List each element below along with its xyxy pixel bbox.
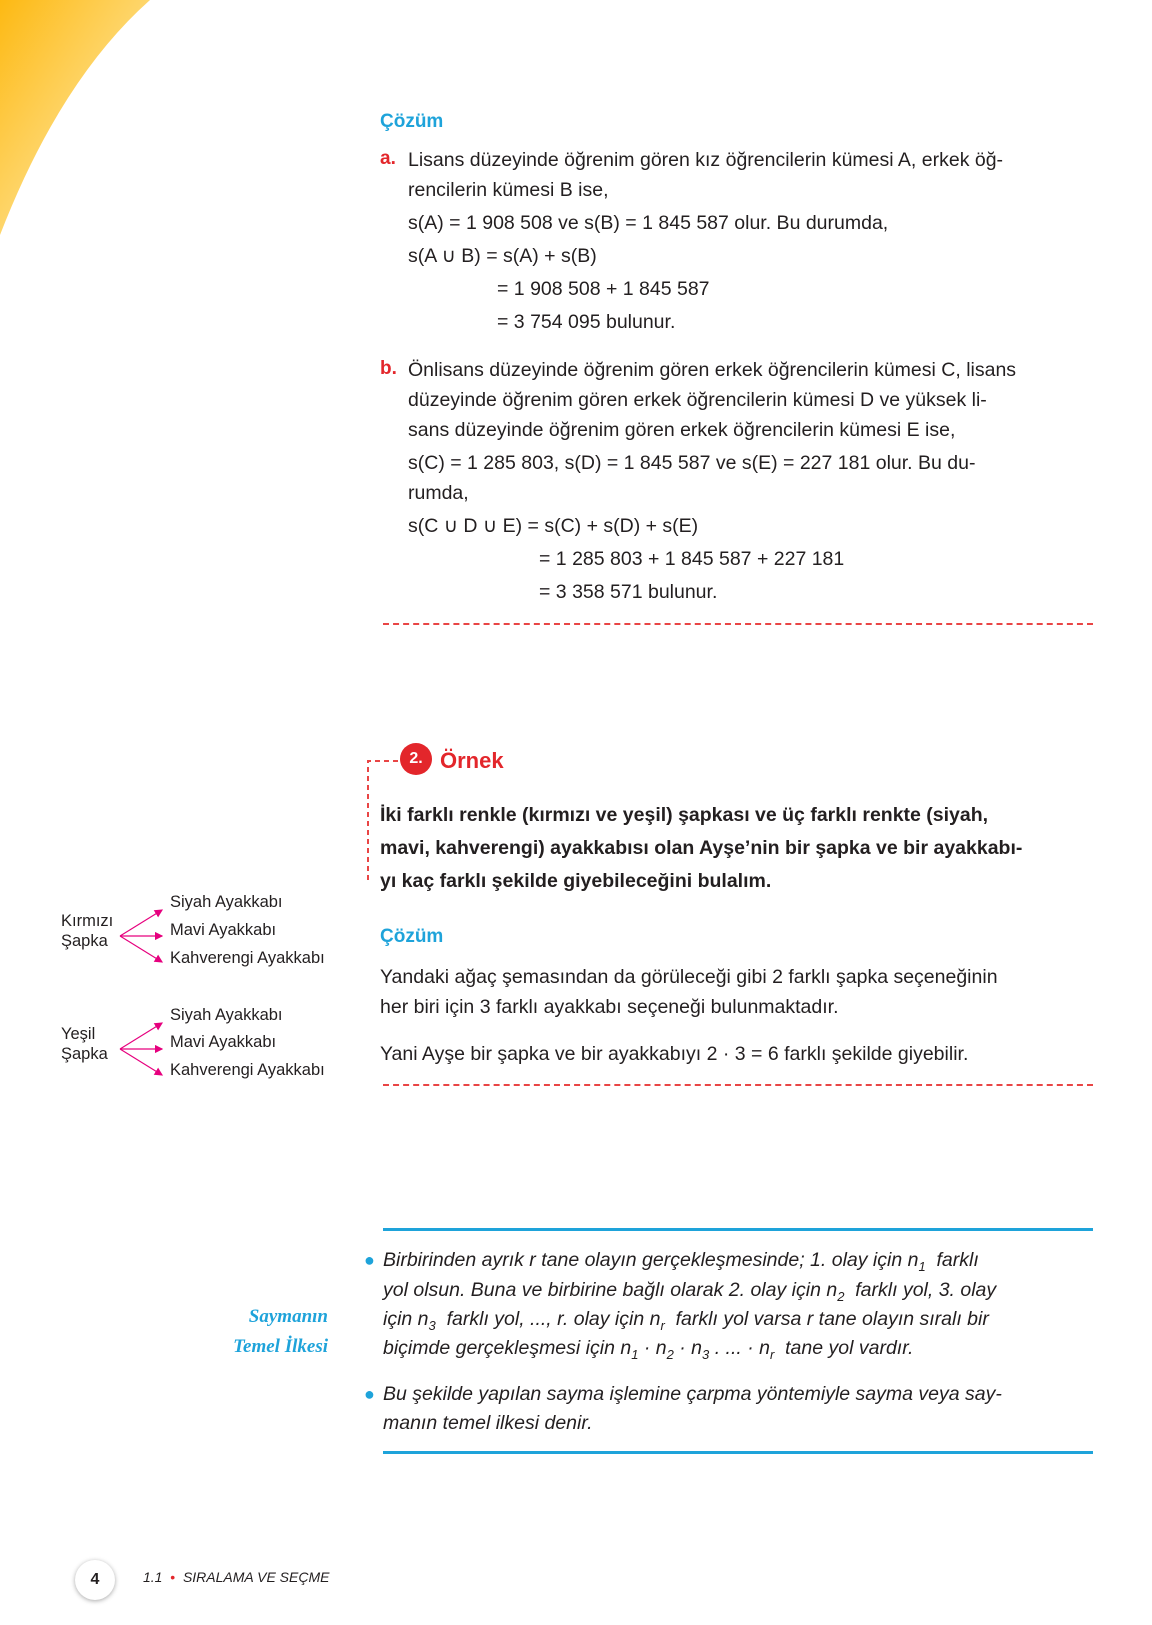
part-a-label: a. bbox=[380, 148, 396, 169]
tree-root-label: Yeşil bbox=[61, 1025, 96, 1043]
part-a-line: = 3 754 095 bulunur. bbox=[497, 311, 676, 333]
part-a-line: Lisans düzeyinde öğrenim gören kız öğrencilerin kümesi A, erkek öğ- bbox=[408, 149, 1004, 171]
principle-top-rule bbox=[383, 1228, 1093, 1231]
part-b-line: rumda, bbox=[408, 482, 469, 504]
principle-line: manın temel ilkesi denir. bbox=[383, 1412, 593, 1434]
subscript: 3 bbox=[702, 1346, 710, 1362]
principle-text: farklı yol varsa r tane olayın sıralı bir bbox=[675, 1308, 989, 1330]
example-title: Örnek bbox=[440, 748, 504, 773]
part-b-line: Önlisans düzeyinde öğrenim gören erkek öğrencilerin kümesi C, lisans bbox=[408, 359, 1017, 381]
example-question-line: yı kaç farklı şekilde giyebileceğini bulalım. bbox=[380, 870, 772, 892]
principle-text: için n bbox=[383, 1308, 429, 1330]
principle-title-line: Saymanın bbox=[248, 1306, 328, 1327]
principle-line: Bu şekilde yapılan sayma işlemine çarpma yöntemiyle sayma veya say- bbox=[383, 1383, 1002, 1405]
principle-title bbox=[180, 1302, 328, 1362]
example-question-line: İki farklı renkle (kırmızı ve yeşil) şapkası ve üç farklı renkte (siyah, bbox=[380, 804, 989, 826]
principle-text: farklı yol, 3. olay bbox=[855, 1279, 997, 1301]
section-divider bbox=[383, 623, 1093, 625]
subscript: r bbox=[660, 1317, 665, 1333]
example-number-badge: 2. bbox=[400, 743, 432, 775]
solution-heading: Çözüm bbox=[380, 111, 444, 132]
principle-text: · n bbox=[643, 1337, 667, 1359]
principle-text: biçimde gerçekleşmesi için n bbox=[383, 1337, 632, 1359]
tree-branch-label: Kahverengi Ayakkabı bbox=[170, 949, 325, 967]
part-b-line: düzeyinde öğrenim gören erkek öğrencilerin kümesi D ve yüksek li- bbox=[408, 389, 987, 411]
part-a-line: = 1 908 508 + 1 845 587 bbox=[497, 278, 710, 300]
tree-branch-label: Mavi Ayakkabı bbox=[170, 921, 277, 939]
principle-text: . ... · n bbox=[714, 1337, 770, 1359]
subscript: 2 bbox=[837, 1288, 845, 1304]
tree-branch-label: Kahverengi Ayakkabı bbox=[170, 1061, 325, 1079]
tree-branch-label: Siyah Ayakkabı bbox=[170, 893, 283, 911]
part-b-line: s(C) = 1 285 803, s(D) = 1 845 587 ve s(E) = 227 181 olur. Bu du- bbox=[408, 452, 976, 474]
part-b-line: sans düzeyinde öğrenim gören erkek öğrencilerin kümesi E ise, bbox=[408, 419, 956, 441]
subscript: 2 bbox=[666, 1346, 674, 1362]
section-divider bbox=[383, 1084, 1093, 1086]
principle-text: yol olsun. Buna ve birbirine bağlı olarak 2. olay için n bbox=[383, 1279, 838, 1301]
solution-heading: Çözüm bbox=[380, 926, 444, 947]
part-a-line: s(A) = 1 908 508 ve s(B) = 1 845 587 olur. Bu durumda, bbox=[408, 212, 889, 234]
part-b-line: s(C ∪ D ∪ E) = s(C) + s(D) + s(E) bbox=[408, 515, 699, 537]
solution-line: her biri için 3 farklı ayakkabı seçeneği bulunmaktadır. bbox=[380, 996, 839, 1018]
tree-root-label: Şapka bbox=[61, 932, 108, 950]
part-b-line: = 3 358 571 bulunur. bbox=[539, 581, 718, 603]
part-a-line: s(A ∪ B) = s(A) + s(B) bbox=[408, 245, 597, 267]
subscript: 3 bbox=[428, 1317, 436, 1333]
page-number: 4 bbox=[75, 1560, 115, 1600]
subscript: r bbox=[769, 1346, 775, 1362]
principle-bottom-rule bbox=[383, 1451, 1093, 1454]
principle-text: farklı yol, ..., r. olay için n bbox=[446, 1308, 661, 1330]
tree-branch-label: Siyah Ayakkabı bbox=[170, 1006, 283, 1024]
example-question-line: mavi, kahverengi) ayakkabısı olan Ayşe’nin bir şapka ve bir ayakkabı- bbox=[380, 837, 1023, 859]
part-b-line: = 1 285 803 + 1 845 587 + 227 181 bbox=[539, 548, 845, 570]
principle-text: farklı bbox=[936, 1249, 979, 1271]
section-number: 1.1 bbox=[143, 1569, 163, 1585]
tree-branch-label: Mavi Ayakkabı bbox=[170, 1033, 277, 1051]
subscript: 1 bbox=[631, 1346, 639, 1362]
principle-text: · n bbox=[679, 1337, 703, 1359]
tree-root-label: Kırmızı bbox=[61, 912, 114, 930]
principle-text: Birbirinden ayrık r tane olayın gerçekleşmesinde; 1. olay için n bbox=[383, 1249, 919, 1271]
part-b-label: b. bbox=[380, 358, 397, 379]
corner-decoration bbox=[0, 0, 160, 240]
bullet-icon: ● bbox=[364, 1250, 375, 1270]
tree-arrows bbox=[110, 895, 170, 1085]
principle-line bbox=[383, 1333, 913, 1370]
footer-section bbox=[143, 1569, 329, 1585]
tree-root-label: Şapka bbox=[61, 1045, 108, 1063]
part-a-line: rencilerin kümesi B ise, bbox=[408, 179, 609, 201]
section-title: SIRALAMA VE SEÇME bbox=[182, 1569, 330, 1585]
principle-text: tane yol vardır. bbox=[785, 1337, 914, 1359]
subscript: 1 bbox=[918, 1258, 926, 1274]
principle-title-line: Temel İlkesi bbox=[233, 1336, 328, 1357]
solution-line: Yani Ayşe bir şapka ve bir ayakkabıyı 2 · 3 = 6 farklı şekilde giyebilir. bbox=[380, 1043, 969, 1065]
separator-dot-icon: • bbox=[166, 1569, 180, 1585]
solution-line: Yandaki ağaç şemasından da görüleceği gibi 2 farklı şapka seçeneğinin bbox=[380, 966, 998, 988]
bullet-icon: ● bbox=[364, 1384, 375, 1404]
